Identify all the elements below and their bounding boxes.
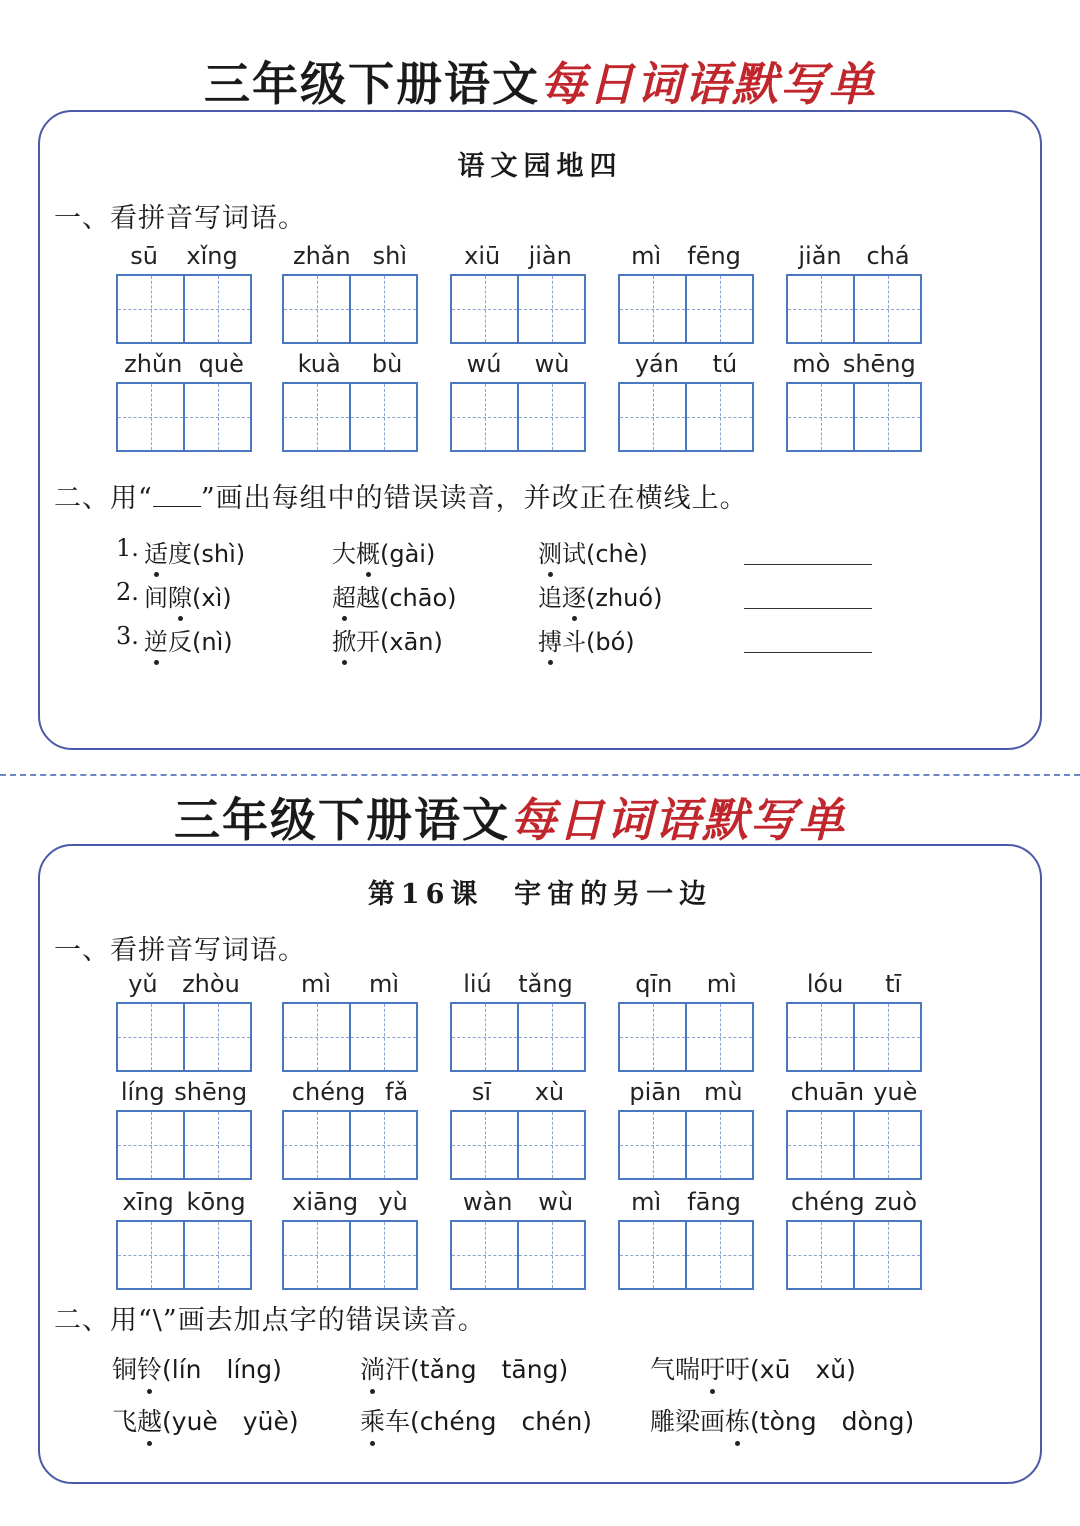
writing-cell[interactable]: [788, 276, 853, 342]
sheet1-q2-label-pre: 二、用“: [54, 483, 153, 514]
pinyin: [116, 970, 252, 1000]
writing-cell[interactable]: [349, 1112, 416, 1178]
pinyin-syllable: wàn: [462, 1188, 513, 1216]
sheet2-panel-title: 第16课 宇宙的另一边: [367, 879, 713, 910]
sheet1-panel-title: 语文园地四: [457, 151, 623, 182]
writing-cell[interactable]: [685, 1004, 752, 1070]
pinyin-syllable: wú: [466, 350, 502, 378]
writing-cell[interactable]: [118, 1222, 183, 1288]
dotted-char: 越: [137, 1402, 162, 1438]
tianzi-box[interactable]: [450, 1002, 586, 1072]
pinyin: [618, 1078, 754, 1108]
tianzi-box[interactable]: [618, 1220, 754, 1290]
char-plain: 车: [385, 1407, 411, 1436]
char-plain: 反: [168, 628, 192, 656]
dotted-char: 隙: [168, 578, 192, 613]
dotted-char: 逐: [562, 578, 586, 613]
pinyin: [618, 350, 754, 380]
pinyin-syllable: piān: [629, 1078, 682, 1106]
sheet1-panel: [38, 110, 1042, 750]
tianzi-box[interactable]: [116, 1110, 252, 1180]
tianzi-box[interactable]: [450, 1220, 586, 1290]
word-with-pinyin: [332, 534, 435, 569]
writing-cell[interactable]: [853, 1112, 920, 1178]
writing-cell[interactable]: [517, 276, 584, 342]
pinyin-reading[interactable]: (bó): [586, 628, 635, 656]
answer-line[interactable]: [744, 564, 872, 565]
sheet2-title-red: 每日词语默写单: [510, 793, 846, 847]
pinyin-syllable: xiāng: [292, 1188, 359, 1216]
pinyin-syllable: liú: [463, 970, 492, 998]
tianzi-box[interactable]: [282, 274, 418, 344]
writing-cell[interactable]: [788, 384, 853, 450]
dotted-char: 搏: [538, 622, 562, 657]
pinyin-syllable: zhǔn: [124, 350, 183, 378]
writing-cell[interactable]: [788, 1112, 853, 1178]
writing-cell[interactable]: [517, 1004, 584, 1070]
pinyin-syllable: chuān: [790, 1078, 865, 1106]
word-with-pinyin: [538, 622, 635, 657]
answer-line[interactable]: [744, 652, 872, 653]
char-plain: 飞: [112, 1407, 138, 1436]
writing-cell[interactable]: [620, 276, 685, 342]
pinyin-syllable: mò: [792, 350, 831, 378]
pinyin-syllable: zhǎn: [292, 242, 351, 270]
dotted-char: 乘: [360, 1402, 385, 1438]
dotted-char: 吁: [700, 1350, 725, 1386]
pinyin: [116, 1078, 252, 1108]
tianzi-box[interactable]: [116, 1220, 252, 1290]
tianzi-box[interactable]: [116, 382, 252, 452]
pinyin-syllable: mì: [300, 970, 332, 998]
word-with-pinyin: [650, 1402, 914, 1438]
writing-cell[interactable]: [620, 1222, 685, 1288]
pinyin-syllable: chá: [866, 242, 910, 270]
dotted-char: 超: [332, 578, 356, 613]
sheet1-q1-label: 一、看拼音写词语。: [54, 203, 306, 234]
pinyin-syllable: kōng: [186, 1188, 246, 1216]
char-plain: 追: [538, 584, 562, 612]
tianzi-box[interactable]: [786, 1002, 922, 1072]
dotted-char: 铃: [137, 1350, 162, 1386]
pinyin: [618, 242, 754, 272]
writing-cell[interactable]: [620, 384, 685, 450]
writing-cell[interactable]: [685, 384, 752, 450]
pinyin-syllable: shēng: [174, 1078, 248, 1106]
pinyin-syllable: wù: [538, 1188, 574, 1216]
pinyin-syllable: mì: [631, 242, 662, 270]
pinyin-syllable: fāng: [687, 1188, 741, 1216]
pinyin-options[interactable]: (tòng dòng): [750, 1407, 915, 1436]
item-number: 2.: [116, 578, 139, 606]
word-with-pinyin: [332, 622, 443, 657]
pinyin-reading[interactable]: (xān): [380, 628, 443, 656]
writing-cell[interactable]: [788, 1222, 853, 1288]
dotted-char: 淌: [360, 1350, 385, 1386]
sheet2-panel: [38, 844, 1042, 1484]
pinyin: [116, 1188, 252, 1218]
word-with-pinyin: [360, 1402, 592, 1438]
char-plain: 开: [356, 628, 380, 656]
writing-cell[interactable]: [517, 1112, 584, 1178]
writing-cell[interactable]: [452, 1222, 517, 1288]
pinyin-syllable: chéng: [790, 1188, 865, 1216]
tianzi-box[interactable]: [450, 1110, 586, 1180]
pinyin-options[interactable]: (yuè yüè): [162, 1407, 299, 1436]
tianzi-box[interactable]: [786, 274, 922, 344]
dotted-char: 概: [356, 534, 380, 569]
writing-cell[interactable]: [452, 384, 517, 450]
pinyin-reading[interactable]: (nì): [192, 628, 233, 656]
writing-cell[interactable]: [853, 1004, 920, 1070]
word-with-pinyin: [538, 578, 662, 613]
pinyin-syllable: xù: [534, 1078, 565, 1106]
tianzi-box[interactable]: [618, 274, 754, 344]
char-plain: 试: [562, 540, 586, 568]
pinyin-syllable: jiǎn: [798, 242, 842, 270]
writing-cell[interactable]: [183, 384, 250, 450]
writing-cell[interactable]: [517, 384, 584, 450]
writing-cell[interactable]: [349, 1222, 416, 1288]
pinyin-syllable: líng: [120, 1078, 165, 1106]
char-plain: 铜: [112, 1355, 138, 1384]
writing-cell[interactable]: [517, 1222, 584, 1288]
writing-cell[interactable]: [183, 1004, 250, 1070]
writing-cell[interactable]: [284, 1112, 349, 1178]
writing-cell[interactable]: [284, 1222, 349, 1288]
pinyin-syllable: tǎng: [518, 970, 573, 998]
dotted-char: 逆: [144, 622, 168, 657]
pinyin-syllable: jiàn: [528, 242, 572, 270]
pinyin: [786, 1188, 922, 1218]
writing-cell[interactable]: [284, 384, 349, 450]
tianzi-box[interactable]: [786, 1110, 922, 1180]
writing-cell[interactable]: [620, 1004, 685, 1070]
pinyin-syllable: qīn: [635, 970, 673, 998]
underline-sample: [153, 486, 201, 507]
pinyin-syllable: sī: [471, 1078, 492, 1106]
sheet2-q1-label: 一、看拼音写词语。: [54, 935, 306, 966]
char-plain: 雕梁画: [650, 1407, 726, 1436]
pinyin-syllable: mì: [631, 1188, 662, 1216]
pinyin-syllable: tī: [885, 970, 902, 998]
pinyin: [450, 242, 586, 272]
pinyin: [116, 242, 252, 272]
word-with-pinyin: [112, 1402, 299, 1438]
char-plain: 斗: [562, 628, 586, 656]
pinyin-syllable: zhòu: [182, 970, 240, 998]
pinyin-reading[interactable]: (shì): [192, 540, 246, 568]
tianzi-box[interactable]: [450, 274, 586, 344]
pinyin-syllable: fǎ: [385, 1078, 409, 1106]
pinyin-options[interactable]: (xū xǔ): [750, 1355, 856, 1384]
pinyin: [450, 970, 586, 1000]
sheet1-title-main: 三年级下册语文: [204, 57, 540, 111]
pinyin-syllable: yù: [378, 1188, 408, 1216]
pinyin-syllable: mù: [704, 1078, 743, 1106]
sheet1-q2-label: [54, 476, 748, 515]
tianzi-box[interactable]: [116, 1002, 252, 1072]
pinyin-options[interactable]: (lín líng): [162, 1355, 282, 1384]
tianzi-box[interactable]: [618, 1002, 754, 1072]
dotted-char: 适: [144, 534, 168, 569]
word-with-pinyin: [144, 578, 232, 613]
pinyin: [282, 350, 418, 380]
sheet1-title: [0, 48, 1080, 114]
pinyin-syllable: mì: [368, 970, 400, 998]
word-with-pinyin: [332, 578, 457, 613]
pinyin-syllable: què: [198, 350, 244, 378]
pinyin-reading[interactable]: (xì): [192, 584, 232, 612]
tianzi-box[interactable]: [450, 382, 586, 452]
sheet1-title-red: 每日词语默写单: [540, 57, 876, 111]
dotted-char: 掀: [332, 622, 356, 657]
char-plain: 度: [168, 540, 192, 568]
pinyin: [282, 1078, 418, 1108]
sheet2-title: [0, 784, 1050, 850]
writing-cell[interactable]: [853, 1222, 920, 1288]
writing-cell[interactable]: [284, 276, 349, 342]
tianzi-box[interactable]: [786, 1220, 922, 1290]
char-plain: 汗: [385, 1355, 411, 1384]
writing-cell[interactable]: [349, 276, 416, 342]
pinyin-syllable: xiū: [464, 242, 501, 270]
pinyin: [116, 350, 252, 380]
dotted-char: 测: [538, 534, 562, 569]
pinyin-syllable: xǐng: [186, 242, 238, 270]
pinyin-syllable: zuò: [874, 1188, 918, 1216]
pinyin-syllable: tú: [712, 350, 738, 378]
pinyin: [618, 970, 754, 1000]
writing-cell[interactable]: [853, 384, 920, 450]
word-with-pinyin: [144, 622, 233, 657]
writing-cell[interactable]: [685, 276, 752, 342]
writing-cell[interactable]: [284, 1004, 349, 1070]
writing-cell[interactable]: [685, 1222, 752, 1288]
pinyin-reading[interactable]: (zhuó): [586, 584, 663, 612]
pinyin-syllable: yǔ: [128, 970, 158, 998]
pinyin-options[interactable]: (tǎng tāng): [410, 1355, 569, 1384]
answer-line[interactable]: [744, 608, 872, 609]
pinyin: [618, 1188, 754, 1218]
pinyin-reading[interactable]: (gài): [380, 540, 436, 568]
word-with-pinyin: [360, 1350, 568, 1386]
char-plain: 吁: [725, 1355, 751, 1384]
writing-cell[interactable]: [183, 1222, 250, 1288]
pinyin-syllable: yán: [634, 350, 679, 378]
writing-cell[interactable]: [118, 1004, 183, 1070]
pinyin: [282, 970, 418, 1000]
word-with-pinyin: [144, 534, 245, 569]
writing-cell[interactable]: [118, 1112, 183, 1178]
item-number: 3.: [116, 622, 139, 650]
writing-cell[interactable]: [452, 1112, 517, 1178]
char-plain: 大: [332, 540, 356, 568]
word-with-pinyin: [650, 1350, 856, 1386]
writing-cell[interactable]: [118, 276, 183, 342]
writing-cell[interactable]: [183, 1112, 250, 1178]
tianzi-box[interactable]: [282, 1220, 418, 1290]
writing-cell[interactable]: [620, 1112, 685, 1178]
page-divider: [0, 774, 1080, 776]
writing-cell[interactable]: [452, 1004, 517, 1070]
pinyin-syllable: wù: [534, 350, 570, 378]
pinyin: [786, 1078, 922, 1108]
pinyin-syllable: kuà: [297, 350, 341, 378]
tianzi-box[interactable]: [282, 382, 418, 452]
char-plain: 间: [144, 584, 168, 612]
pinyin-syllable: yuè: [873, 1078, 918, 1106]
writing-cell[interactable]: [183, 276, 250, 342]
pinyin-syllable: xīng: [122, 1188, 174, 1216]
writing-cell[interactable]: [788, 1004, 853, 1070]
sheet2-title-main: 三年级下册语文: [174, 793, 510, 847]
pinyin-syllable: mì: [706, 970, 737, 998]
tianzi-box[interactable]: [116, 274, 252, 344]
pinyin: [450, 1078, 586, 1108]
tianzi-box[interactable]: [282, 1002, 418, 1072]
char-plain: 气喘: [650, 1355, 701, 1384]
writing-cell[interactable]: [452, 276, 517, 342]
sheet2-q2-label: 二、用“\”画去加点字的错误读音。: [54, 1305, 486, 1336]
writing-cell[interactable]: [685, 1112, 752, 1178]
pinyin-reading[interactable]: (chè): [586, 540, 648, 568]
tianzi-box[interactable]: [618, 382, 754, 452]
pinyin: [282, 242, 418, 272]
pinyin-options[interactable]: (chéng chén): [410, 1407, 593, 1436]
sheet1-q2-label-post: ”画出每组中的错误读音，并改正在横线上。: [200, 483, 748, 514]
pinyin-syllable: shēng: [842, 350, 916, 378]
pinyin-syllable: chéng: [291, 1078, 366, 1106]
tianzi-box[interactable]: [618, 1110, 754, 1180]
pinyin-syllable: shì: [372, 242, 408, 270]
writing-cell[interactable]: [349, 384, 416, 450]
pinyin-syllable: sū: [130, 242, 158, 270]
pinyin-syllable: fēng: [687, 242, 741, 270]
tianzi-box[interactable]: [786, 382, 922, 452]
pinyin: [282, 1188, 418, 1218]
pinyin-syllable: lóu: [806, 970, 844, 998]
char-plain: 越: [356, 584, 380, 612]
pinyin-syllable: bù: [371, 350, 403, 378]
writing-cell[interactable]: [349, 1004, 416, 1070]
pinyin-reading[interactable]: (chāo): [380, 584, 457, 612]
writing-cell[interactable]: [118, 384, 183, 450]
pinyin: [786, 970, 922, 1000]
pinyin: [786, 242, 922, 272]
tianzi-box[interactable]: [282, 1110, 418, 1180]
pinyin: [786, 350, 922, 380]
word-with-pinyin: [112, 1350, 282, 1386]
item-number: 1.: [116, 534, 139, 562]
writing-cell[interactable]: [853, 276, 920, 342]
dotted-char: 栋: [725, 1402, 750, 1438]
pinyin: [450, 350, 586, 380]
pinyin: [450, 1188, 586, 1218]
word-with-pinyin: [538, 534, 648, 569]
